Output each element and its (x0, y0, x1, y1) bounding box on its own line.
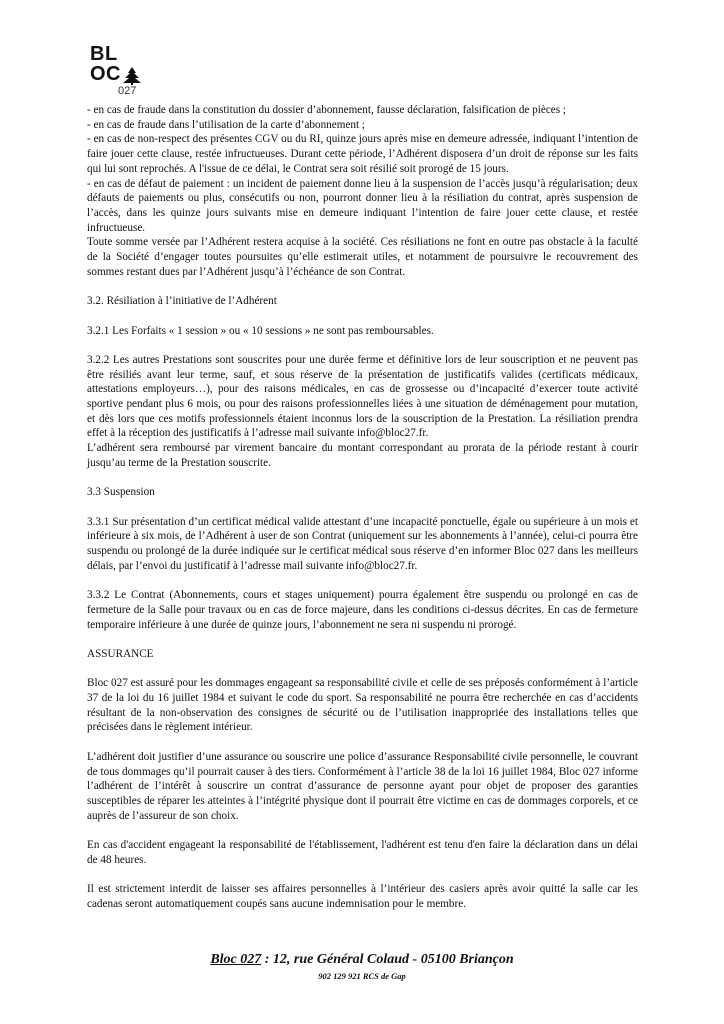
paragraph: Il est strictement interdit de laisser ses affaires personnelles à l’intérieur des casiers après avoir quitté la salle car les cadenas seront automatiquement coupés sans aucune indemnisation pour le membre. (87, 883, 638, 910)
bloc-027-logo (90, 44, 160, 108)
paragraph: L’adhérent doit justifier d’une assurance ou souscrire une police d’assurance Responsabilité civile personnelle, le couvrant de tous dommages qu’il pourrait causer à des tiers. Conformément à l’article 38 de la loi 16 juillet 1984, Bloc 027 informe l’adhérent de l’intérêt à souscrire un contrat d’assurance de personne ayant pour objet de proposer des garanties susceptibles de réparer les atteintes à l’intégrité physique dont il pourrait être victime en cas de dommages corporels, et ce auprès de l’assureur de son choix. (87, 750, 638, 822)
footer-address: : 12, rue Général Colaud - 05100 Briançon (261, 952, 514, 967)
paragraph: En cas d'accident engageant la responsabilité de l'établissement, l'adhérent est tenu d'en faire la déclaration dans un délai de 48 heures. (87, 839, 638, 866)
paragraph: 3.2. Résiliation à l’initiative de l’Adhérent (87, 295, 277, 308)
document-body (87, 103, 638, 912)
logo-text-line-2: OC (90, 63, 121, 85)
paragraph: ASSURANCE (87, 647, 154, 660)
paragraph: - en cas de fraude dans la constitution du dossier d’abonnement, fausse déclaration, falsification de pièces ; (87, 104, 567, 116)
paragraph: - en cas de défaut de paiement : un incident de paiement donne lieu à la suspension de l’accès jusqu’à régularisation; deux défauts de paiements ou plus, consécutifs ou non, pourront donner lieu à la résiliation du contrat, après suspension de l’accès, dans les quinze jours suivants mise en demeure indiquant l’intention de faire jouer cette clause, et restée infructueuse. (87, 177, 638, 234)
paragraph: Bloc 027 est assuré pour les dommages engageant sa responsabilité civile et celle de ses préposés conformément à l’article 37 de la loi du 16 juillet 1984 et suivant le code du sport. Sa responsabilité ne pourra être recherchée en cas d’accidents résultant de la non-observation des consignes de sécurité ou de l’utilisation inappropriée des installations telles que précisées dans le règlement intérieur. (87, 677, 638, 734)
paragraph: L’adhérent sera remboursé par virement bancaire du montant correspondant au prorata de la période restant à courir jusqu’au terme de la Prestation souscrite. (87, 442, 638, 469)
footer-address-line (0, 951, 724, 969)
paragraph: 3.2.2 Les autres Prestations sont souscrites pour une durée ferme et définitive lors de leur souscription et ne peuvent pas être résiliés avant leur terme, sauf, et sous réserve de la présentation de justificatifs valides (certificats médicaux, attestations employeurs…), pour des raisons médicales, en cas de grossesse ou d’incapacité d’exercer toute activité sportive pendant plus 6 mois, ou pour des raisons professionnelles liées à une situation de déménagement pour mutation, et dès lors que ces motifs professionnels étaient inconnus lors de la souscription de la Prestation. La résiliation prendra effet à la réception des justificatifs à l’adresse mail suivante info@bloc27.fr. (87, 353, 638, 440)
logo-text-line-1: BL (90, 43, 118, 65)
footer-brand: Bloc 027 (210, 952, 262, 967)
paragraph: 3.3 Suspension (87, 486, 155, 499)
paragraph: Toute somme versée par l’Adhérent restera acquise à la société. Ces résiliations ne font en outre pas obstacle à la faculté de la Société d’engager toutes poursuites qu’elle estimerait utiles, et notamment de poursuivre le recouvrement des sommes restant dues par l’Adhérent jusqu’à l’échéance de son Contrat. (87, 236, 638, 278)
paragraph: 3.3.2 Le Contrat (Abonnements, cours et stages uniquement) pourra également être suspendu ou prolongé en cas de fermeture de la Salle pour travaux ou en cas de force majeure, dans les conditions ci-dessus décrites. En cas de fermeture temporaire inférieure à une durée de quinze jours, l’abonnement ne sera ni suspendu ni prorogé. (87, 589, 638, 631)
paragraph: 3.3.1 Sur présentation d’un certificat médical valide attestant d’une incapacité ponctuelle, égale ou supérieure à un mois et inférieure à six mois, de l’Adhérent à user de son Contrat (uniquement sur les abonnements à l’année), celui-ci pourra être suspendu ou prolongé de la durée indiquée sur le certificat médical sous réserve d’en informer Bloc 027 dans les meilleurs délais, par l’envoi du justificatif à l’adresse mail suivante info@bloc27.fr. (87, 515, 638, 572)
paragraph: - en cas de non-respect des présentes CGV ou du RI, quinze jours après mise en demeure adressée, indiquant l’intention de faire jouer cette clause, restée infructueuses. Durant cette période, l’Adhérent disposera d’un droit de réponse sur les faits qui lui sont reprochés. A l'issue de ce délai, le Contrat sera soit résilié soit prorogé de 15 jours. (87, 133, 638, 175)
tree-icon (122, 67, 142, 85)
paragraph: 3.2.1 Les Forfaits « 1 session » ou « 10 sessions » ne sont pas remboursables. (87, 324, 434, 337)
logo-number: 027 (118, 85, 137, 97)
paragraph: - en cas de fraude dans l’utilisation de la carte d’abonnement ; (87, 118, 366, 131)
page-footer (0, 951, 724, 982)
footer-registration: 902 129 921 RCS de Gap (318, 971, 406, 981)
